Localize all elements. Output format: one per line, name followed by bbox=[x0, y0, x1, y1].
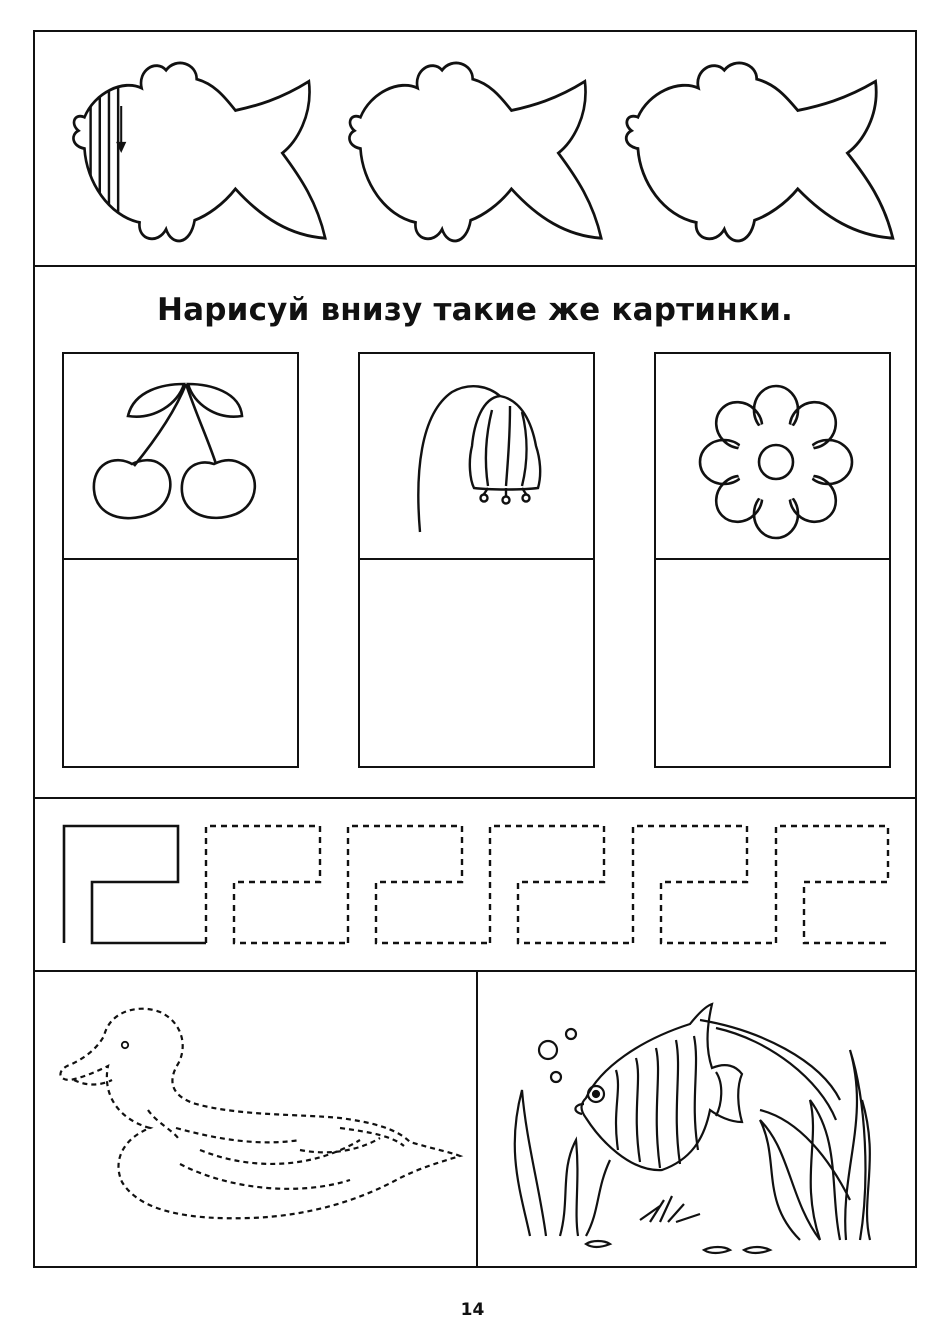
page-number: 14 bbox=[460, 1300, 485, 1320]
bubble-icon bbox=[551, 1072, 561, 1082]
bubble-icon bbox=[566, 1029, 576, 1039]
bubble-icon bbox=[539, 1041, 557, 1059]
instruction-text: Нарисуй внизу такие же картинки. bbox=[157, 292, 793, 328]
